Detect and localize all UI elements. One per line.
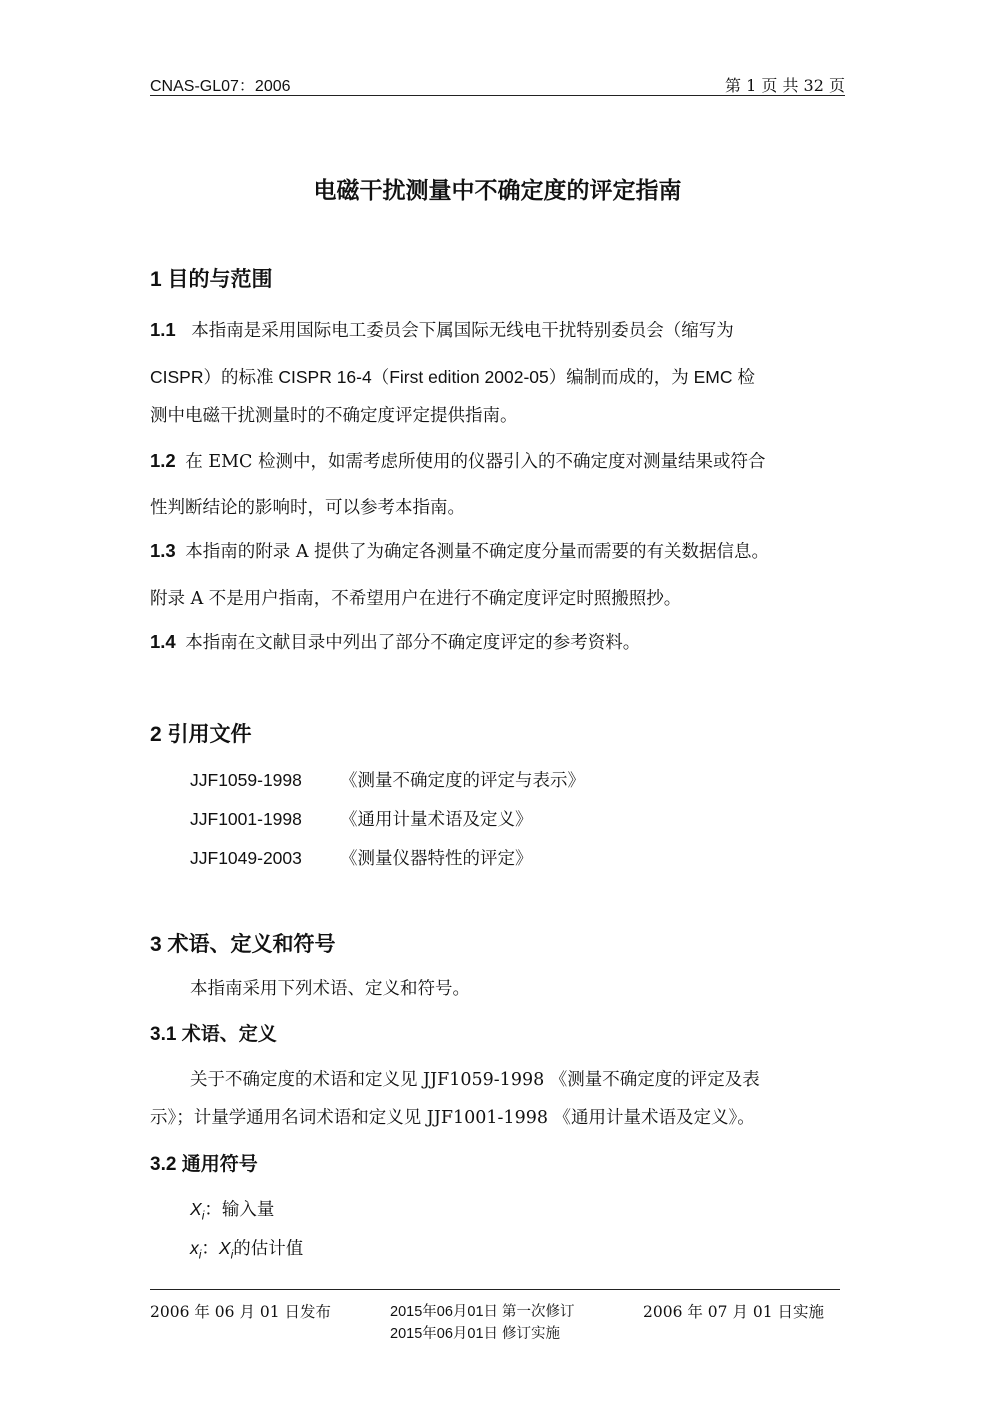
reference-code: JJF1001-1998 xyxy=(190,809,302,829)
section-1-heading: 1 目的与范围 xyxy=(150,268,273,291)
revision-effective-date: 2015年06月01日 修订实施 xyxy=(390,1326,561,1342)
page-header xyxy=(150,73,845,95)
symbol-variable: X xyxy=(218,1238,231,1258)
para-number: 1.2 xyxy=(150,450,176,471)
para-1-2-line2: 性判断结论的影响时，可以参考本指南。 xyxy=(150,498,465,518)
para-1-1-line3: 测中电磁干扰测量时的不确定度评定提供指南。 xyxy=(150,406,518,426)
symbol-subscript: i xyxy=(201,1208,205,1223)
reference-code: JJF1059-1998 xyxy=(190,770,302,790)
doc-code: CNAS-GL07：2006 xyxy=(150,78,291,95)
para-text: 在 EMC 检测中，如需考虑所使用的仪器引入的不确定度对测量结果或符合 xyxy=(185,452,766,472)
para-number: 1.1 xyxy=(150,319,176,340)
header-rule xyxy=(150,95,845,96)
revision-date: 2015年06月01日 第一次修订 xyxy=(390,1304,575,1320)
subsection-3-1-line1: 关于不确定度的术语和定义见 JJF1059-1998 《测量不确定度的评定及表 xyxy=(190,1070,760,1090)
section-3-heading: 3 术语、定义和符号 xyxy=(150,933,336,956)
symbol-entry xyxy=(190,1196,274,1223)
footer-rule xyxy=(150,1289,840,1290)
symbol-entry xyxy=(190,1235,303,1262)
symbol-description: ：输入量 xyxy=(204,1200,275,1220)
symbol-subscript: i xyxy=(230,1247,234,1262)
para-text: 本指南是采用国际电工委员会下属国际无线电干扰特别委员会（缩写为 xyxy=(191,321,734,341)
para-1-4-line1 xyxy=(150,629,640,654)
symbol-separator: ： xyxy=(201,1239,219,1259)
para-1-2-line1 xyxy=(150,448,766,473)
reference-item xyxy=(190,845,533,870)
para-1-1-line1 xyxy=(150,317,734,342)
reference-item xyxy=(190,806,533,831)
reference-title: 《测量仪器特性的评定》 xyxy=(340,849,533,869)
subsection-3-2-heading: 3.2 通用符号 xyxy=(150,1154,258,1175)
reference-title: 《测量不确定度的评定与表示》 xyxy=(340,771,585,791)
para-1-3-line2: 附录 A 不是用户指南，不希望用户在进行不确定度评定时照搬照抄。 xyxy=(150,589,682,609)
para-number: 1.3 xyxy=(150,540,176,561)
symbol-variable: X xyxy=(190,1199,202,1219)
para-text: 本指南的附录 A 提供了为确定各测量不确定度分量而需要的有关数据信息。 xyxy=(185,542,770,562)
issue-date: 2006 年 06 月 01 日发布 xyxy=(150,1303,332,1321)
symbol-description: 的估计值 xyxy=(233,1239,304,1259)
effective-date: 2006 年 07 月 01 日实施 xyxy=(643,1303,825,1321)
symbol-subscript: i xyxy=(198,1247,202,1262)
section-2-heading: 2 引用文件 xyxy=(150,723,252,746)
para-text: 本指南在文献目录中列出了部分不确定度评定的参考资料。 xyxy=(185,633,641,653)
para-number: 1.4 xyxy=(150,631,176,652)
reference-item xyxy=(190,767,585,792)
para-1-1-line2: CISPR）的标准 CISPR 16-4（First edition 2002-05）编制而成的，为 EMC 检 xyxy=(150,367,755,387)
subsection-3-1-heading: 3.1 术语、定义 xyxy=(150,1024,277,1045)
document-title: 电磁干扰测量中不确定度的评定指南 xyxy=(313,177,682,203)
symbol-variable: x xyxy=(190,1238,199,1258)
para-1-3-line1 xyxy=(150,538,769,563)
section-3-intro: 本指南采用下列术语、定义和符号。 xyxy=(190,979,470,999)
reference-code: JJF1049-2003 xyxy=(190,848,302,868)
subsection-3-1-line2: 示》；计量学通用名词术语和定义见 JJF1001-1998 《通用计量术语及定义》。 xyxy=(150,1108,755,1128)
page-number: 第 1 页 共 32 页 xyxy=(725,76,845,95)
reference-title: 《通用计量术语及定义》 xyxy=(340,810,533,830)
